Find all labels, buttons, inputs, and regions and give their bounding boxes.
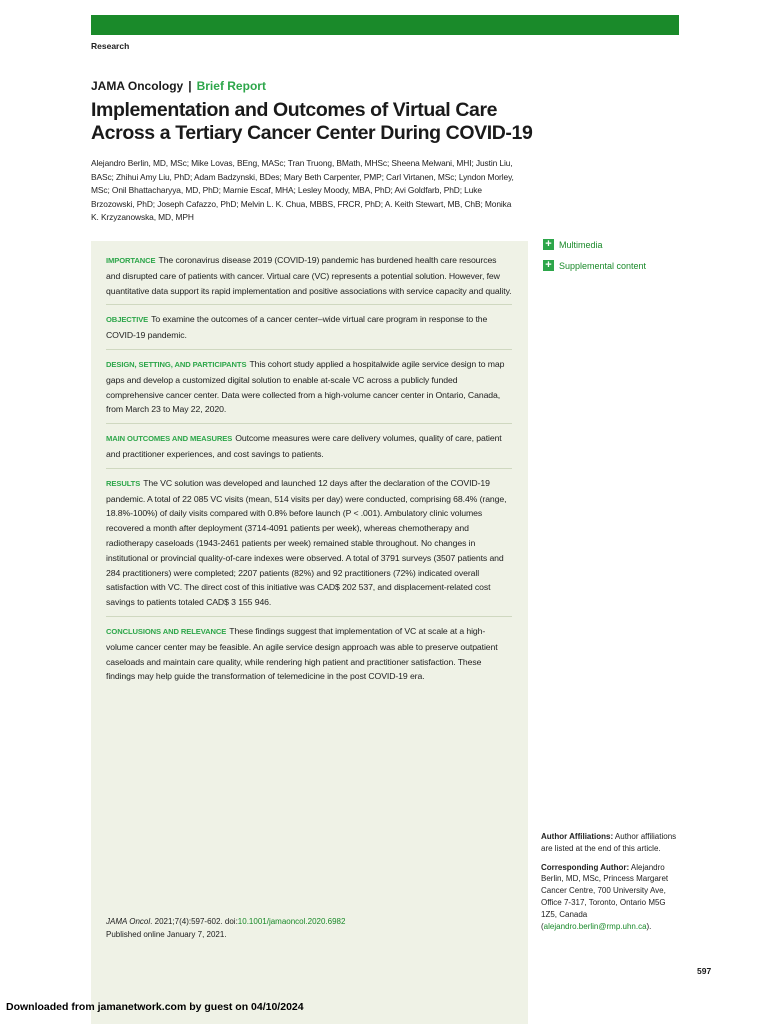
abstract-text: To examine the outcomes of a cancer center–wide virtual care program in response to the COVID-19 pandemic. (106, 314, 488, 341)
abstract-results (106, 476, 512, 617)
section-label: Research (91, 41, 130, 51)
abstract-text: This cohort study applied a hospitalwide agile service design to map gaps and develop a customized digital solution to enable at-scale VC across a publicly funded comprehensive cancer center. Data were collected from a high-volume cancer center in Ontario, Canada, from March 23 to May 22, 2020. (106, 358, 505, 415)
abstract-heading: OBJECTIVE (106, 315, 149, 325)
article-title: Implementation and Outcomes of Virtual Care Across a Tertiary Cancer Center During COVID-19 (91, 99, 533, 144)
doi-link[interactable]: 10.1001/jamaoncol.2020.6982 (237, 917, 346, 926)
abstract-measures (106, 431, 512, 469)
download-note: Downloaded from jamanetwork.com by guest on 04/10/2024 (6, 1001, 304, 1013)
abstract-heading: IMPORTANCE (106, 256, 156, 265)
abstract-heading: RESULTS (106, 478, 141, 488)
journal-line (91, 79, 266, 93)
corresponding-close: ). (646, 921, 652, 931)
header-color-bar (91, 15, 679, 35)
affiliations-sidebar (541, 831, 683, 939)
supplemental-link-label: Supplemental content (559, 260, 647, 271)
abstract-text: The coronavirus disease 2019 (COVID-19) pandemic has burdened health care resources and disrupted care of patients with cancer. Virtual care (VC) represents a potential solution. However, few quantitative data support its rapid implementation and positive associations with service capacity and quality. (106, 255, 512, 296)
abstract-conclusions (106, 624, 512, 690)
supplement-links (543, 238, 646, 280)
abstract-text: Outcome measures were care delivery volumes, quality of care, patient and practitioner experiences, and cost savings to patients. (106, 433, 502, 459)
corresponding-text: Alejandro Berlin, MD, MSc, Princess Margaret Cancer Centre, 700 University Ave, Office 7-317, Toronto, Ontario M5G 1Z5, Canada ( (541, 862, 669, 931)
author-list: Alejandro Berlin, MD, MSc; Mike Lovas, BEng, MASc; Tran Truong, BMath, MHSc; Sheena Melwani, MHI; Justin Liu, BASc; Zhihui Amy Liu, PhD; Adam Badzynski, BDes; Mary Beth Carpenter, PMP; Carl Virtanen, MSc; Lyndon Morley, MSc; Onil Bhattacharyya, MD, PhD; Marnie Escaf, MHA; Lesley Moody, MBA, PhD; Avi Goldfarb, PhD; Luke Brzozowski, PhD; Joseph Cafazzo, PhD; Melvin L. K. Chua, MBBS, FRCR, PhD; A. Keith Stewart, MB, ChB; Monika K. Krzyzanowska, MD, MPH (91, 158, 514, 222)
supplemental-content-link[interactable] (543, 259, 646, 272)
abstract-text: These findings suggest that implementation of VC at scale at a high-volume cancer center may be feasible. An agile service design approach was able to preserve outpatient caseloads and maintain care quality, while rendering high patient and practitioner satisfaction. These findings may help guide the transformation of telemedicine in the post COVID-19 era. (106, 625, 498, 682)
journal-name: JAMA Oncology (91, 79, 184, 93)
citation-volume: . 2021;7(4):597-602. doi: (150, 917, 238, 926)
plus-icon: + (543, 239, 554, 250)
journal-separator: | (188, 79, 192, 93)
corresponding-label: Corresponding Author: (541, 862, 630, 872)
published-date: Published online January 7, 2021. (106, 929, 227, 939)
abstract-heading: DESIGN, SETTING, AND PARTICIPANTS (106, 359, 247, 369)
corresponding-email-link[interactable]: alejandro.berlin@rmp.uhn.ca (543, 921, 647, 931)
abstract-objective (106, 312, 512, 350)
abstract-design (106, 357, 512, 424)
abstract-text: The VC solution was developed and launched 12 days after the declaration of the COVID-19 pandemic. A total of 22 085 VC visits (mean, 514 visits per day) were conducted, comprising 68.4% (range, 18.8%-100%) of daily visits compared with 0.8% before launch (P < .001). Ambulatory clinic volumes recovered a month after deployment (3714-4091 patients per week), whereas chemotherapy and radiotherapy caseloads (1943-2461 patients per week) remained stable throughout. No changes in institutional or provincial quality-of-care indexes were observed. A total of 3791 surveys (3507 patients and 284 practitioners) were completed; 2207 patients (82%) and 92 practitioners (72%) indicated overall satisfaction with VC. The direct cost of this initiative was CAD$ 202 537, and displacement-related cost savings to patients totaled CAD$ 3 155 946. (106, 477, 507, 608)
page-number: 597 (697, 966, 712, 976)
abstract-panel (91, 241, 528, 1024)
corresponding-author (541, 862, 683, 933)
article-type: Brief Report (196, 79, 266, 93)
affiliations-text: Author affiliations are listed at the end of this article. (541, 832, 677, 853)
affiliations-label: Author Affiliations: (541, 832, 614, 841)
citation (106, 916, 506, 941)
citation-ref (106, 916, 506, 929)
abstract-importance (106, 253, 512, 305)
abstract-heading: MAIN OUTCOMES AND MEASURES (106, 434, 233, 444)
abstract-heading: CONCLUSIONS AND RELEVANCE (106, 626, 227, 636)
citation-journal: JAMA Oncol (106, 917, 151, 926)
multimedia-link-label: Multimedia (559, 239, 603, 250)
plus-icon: + (543, 260, 554, 271)
multimedia-link[interactable] (543, 238, 646, 251)
author-affiliations (541, 831, 683, 855)
